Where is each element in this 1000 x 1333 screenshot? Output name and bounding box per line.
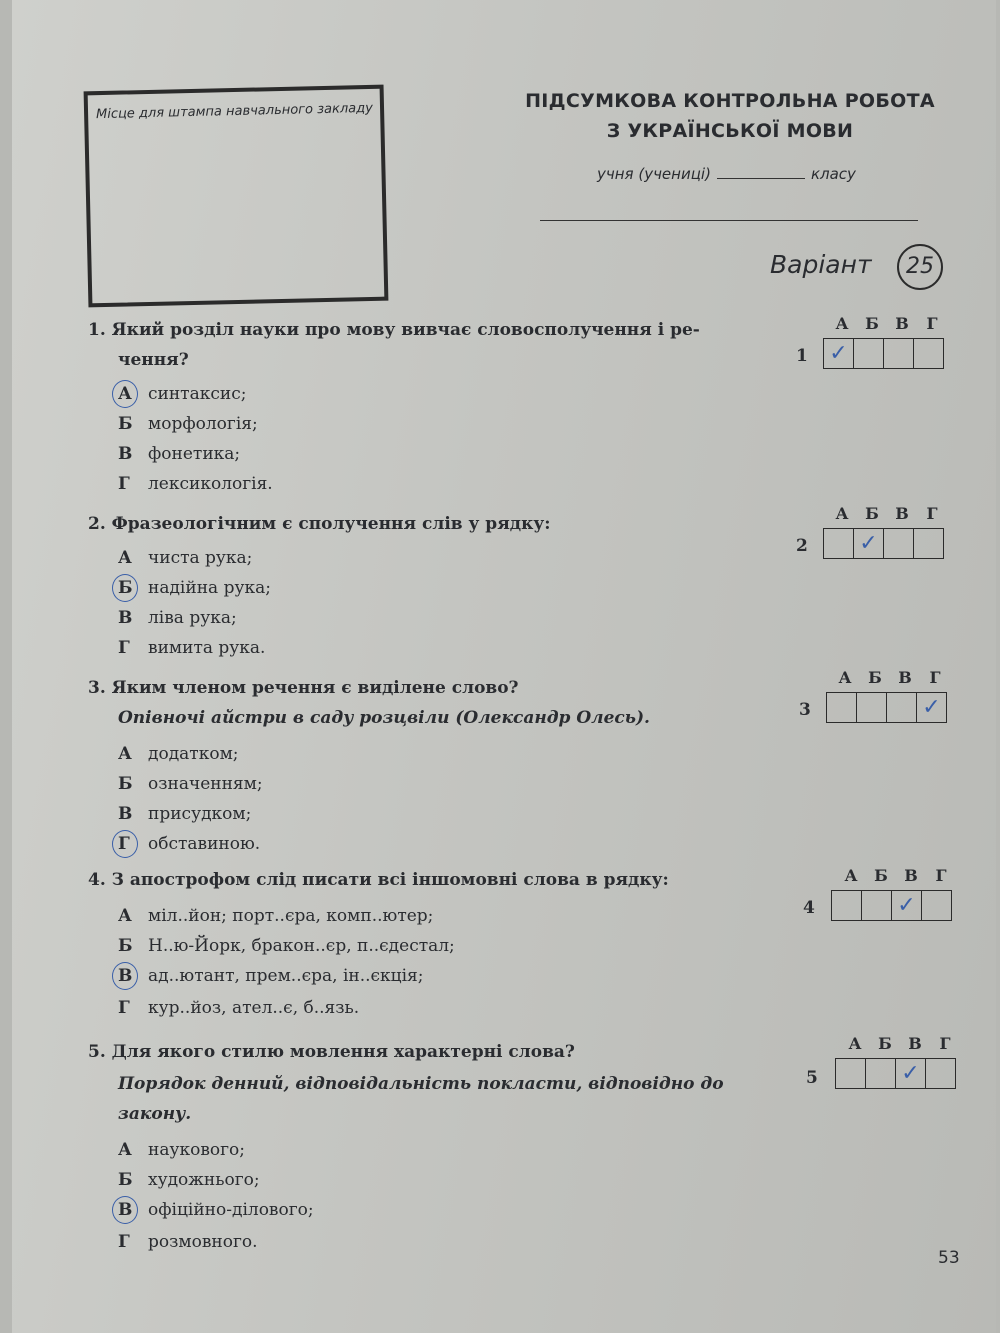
q3-option-b-text: означенням; <box>148 774 263 794</box>
question-2-line-1: Фразеологічним є сполучення слів у рядку: <box>111 514 551 534</box>
q1-option-b-letter: Б <box>118 414 133 434</box>
q4-option-b <box>118 936 455 956</box>
q4-cell-c[interactable]: ✓ <box>892 891 922 920</box>
q1-option-d-letter: Г <box>118 474 130 494</box>
q3-option-c-text: присудком; <box>148 804 252 824</box>
q4-option-a-text: міл..йон; порт..єра, комп..ютер; <box>148 906 434 926</box>
q1-option-b-text: морфологія; <box>148 414 258 434</box>
q1-cell-b[interactable] <box>854 339 884 368</box>
q2-option-b-letter: Б <box>118 578 148 598</box>
q1-option-d-text: лексикологія. <box>148 474 273 494</box>
question-5-example-2: закону. <box>118 1104 192 1124</box>
q5-option-d-letter: Г <box>118 1232 130 1252</box>
q2-cell-a[interactable] <box>824 529 854 558</box>
stamp-label: Місце для штампа навчального закладу <box>95 100 373 123</box>
student-line <box>597 164 856 183</box>
question-3-line-1: Яким членом речення є виділене слово? <box>111 678 519 698</box>
q3-option-a <box>118 744 239 764</box>
question-5-text <box>88 1042 575 1062</box>
q2-option-d-letter: Г <box>118 638 130 658</box>
q1-cell-c[interactable] <box>884 339 914 368</box>
q4-option-a <box>118 906 433 926</box>
q1-option-c <box>118 444 240 464</box>
q3-option-c-letter: В <box>118 804 133 824</box>
q1-option-b <box>118 414 258 434</box>
q3-cell-a[interactable] <box>827 693 857 722</box>
q1-answer-header: А Б В Г <box>835 314 938 333</box>
q2-answer-header: А Б В Г <box>835 504 938 523</box>
class-label: класу <box>810 165 856 183</box>
question-1-line-2: чення? <box>118 350 189 370</box>
q1-option-c-text: фонетика; <box>148 444 241 464</box>
q4-option-b-letter: Б <box>118 936 133 956</box>
q1-option-a <box>118 384 246 404</box>
q5-cell-c[interactable]: ✓ <box>896 1059 926 1088</box>
q5-option-d <box>118 1232 258 1252</box>
q2-cell-c[interactable] <box>884 529 914 558</box>
q2-cell-d[interactable] <box>914 529 943 558</box>
q5-option-b-letter: Б <box>118 1170 133 1190</box>
q4-cell-a[interactable] <box>832 891 862 920</box>
q2-option-c-text: ліва рука; <box>148 608 237 628</box>
q1-option-a-letter: А <box>118 384 148 404</box>
q5-answer-grid[interactable] <box>835 1058 956 1089</box>
student-label: учня (учениці) <box>597 165 711 183</box>
q2-option-a-letter: А <box>118 548 132 568</box>
q2-option-b <box>118 578 271 598</box>
question-5-example-1: Порядок денний, відповідальність покласти, відповідно до <box>118 1074 724 1094</box>
question-5-number: 5. <box>88 1042 106 1062</box>
q3-option-b <box>118 774 263 794</box>
question-4-number: 4. <box>88 870 106 890</box>
page-number: 53 <box>938 1248 960 1268</box>
q3-answer-number: 3 <box>799 700 811 720</box>
q3-option-a-text: додатком; <box>148 744 239 764</box>
q5-cell-d[interactable] <box>926 1059 955 1088</box>
title-line-2: З УКРАЇНСЬКОЇ МОВИ <box>606 120 854 142</box>
q3-option-a-letter: А <box>118 744 132 764</box>
q2-answer-number: 2 <box>796 536 808 556</box>
q1-cell-a[interactable]: ✓ <box>824 339 854 368</box>
q3-option-b-letter: Б <box>118 774 133 794</box>
q4-answer-number: 4 <box>803 898 815 918</box>
q5-cell-a[interactable] <box>836 1059 866 1088</box>
title-line-1: ПІДСУМКОВА КОНТРОЛЬНА РОБОТА <box>525 90 935 112</box>
q4-option-c <box>118 966 424 986</box>
q3-option-d-text: обставиною. <box>148 834 261 854</box>
q3-answer-header: А Б В Г <box>838 668 941 687</box>
q1-option-d <box>118 474 273 494</box>
question-3-text <box>88 678 519 698</box>
question-3-example: Опівночі айстри в саду розцвіли (Олександр Олесь). <box>118 708 650 728</box>
question-4-line-1: З апострофом слід писати всі іншомовні слова в рядку: <box>111 870 669 890</box>
q2-option-a <box>118 548 252 568</box>
q1-option-c-letter: В <box>118 444 133 464</box>
q2-cell-b[interactable]: ✓ <box>854 529 884 558</box>
q5-answer-header: А Б В Г <box>848 1034 951 1053</box>
q4-option-a-letter: А <box>118 906 132 926</box>
q3-answer-grid[interactable] <box>826 692 947 723</box>
q2-option-d <box>118 638 265 658</box>
question-1-number: 1. <box>88 320 106 340</box>
q4-answer-header: А Б В Г <box>844 866 947 885</box>
q5-option-b-text: художнього; <box>148 1170 260 1190</box>
q4-answer-grid[interactable] <box>831 890 952 921</box>
q5-option-b <box>118 1170 260 1190</box>
q3-option-d <box>118 834 260 854</box>
variant-label: Варіант <box>770 250 872 279</box>
q1-option-a-text: синтаксис; <box>148 384 247 404</box>
q1-cell-d[interactable] <box>914 339 943 368</box>
q3-cell-d[interactable]: ✓ <box>922 695 941 720</box>
name-line <box>540 220 918 221</box>
q3-cell-c[interactable] <box>887 693 917 722</box>
question-3-number: 3. <box>88 678 106 698</box>
q3-option-d-letter: Г <box>118 834 148 854</box>
q5-option-c-letter: В <box>118 1200 148 1220</box>
q1-answer-number: 1 <box>796 346 808 366</box>
q4-cell-b[interactable] <box>862 891 892 920</box>
q5-option-a-letter: А <box>118 1140 132 1160</box>
q4-option-c-text: ад..ютант, прем..єра, ін..єкція; <box>148 966 424 986</box>
q5-option-a <box>118 1140 245 1160</box>
q2-option-d-text: вимита рука. <box>148 638 266 658</box>
question-2-number: 2. <box>88 514 106 534</box>
q5-answer-number: 5 <box>806 1068 818 1088</box>
question-5-line-1: Для якого стилю мовлення характерні слова? <box>111 1042 575 1062</box>
q4-option-d <box>118 998 359 1018</box>
q2-option-c-letter: В <box>118 608 133 628</box>
q5-option-d-text: розмовного. <box>148 1232 258 1252</box>
question-4-text <box>88 870 669 890</box>
q3-option-c <box>118 804 251 824</box>
q4-option-b-text: Н..ю-Йорк, бракон..єр, п..єдестал; <box>148 936 455 956</box>
class-blank <box>717 164 805 179</box>
q4-option-d-letter: Г <box>118 998 130 1018</box>
variant-number: 25 <box>897 244 943 290</box>
q4-option-d-text: кур..йоз, ател..є, б..язь. <box>148 998 360 1018</box>
q2-option-a-text: чиста рука; <box>148 548 253 568</box>
q5-cell-b[interactable] <box>866 1059 896 1088</box>
q2-answer-grid[interactable] <box>823 528 944 559</box>
q5-option-c <box>118 1200 314 1220</box>
q5-option-a-text: наукового; <box>148 1140 246 1160</box>
question-2-text <box>88 514 551 534</box>
q4-option-c-letter: В <box>118 966 148 986</box>
q4-cell-d[interactable] <box>922 891 951 920</box>
q2-option-b-text: надійна рука; <box>148 578 271 598</box>
q5-option-c-text: офіційно-ділового; <box>148 1200 314 1220</box>
question-1-text <box>88 320 700 340</box>
question-1-line-1: Який розділ науки про мову вивчає словосполучення і ре- <box>111 320 700 340</box>
q1-answer-grid[interactable] <box>823 338 944 369</box>
q3-cell-b[interactable] <box>857 693 887 722</box>
q2-option-c <box>118 608 237 628</box>
